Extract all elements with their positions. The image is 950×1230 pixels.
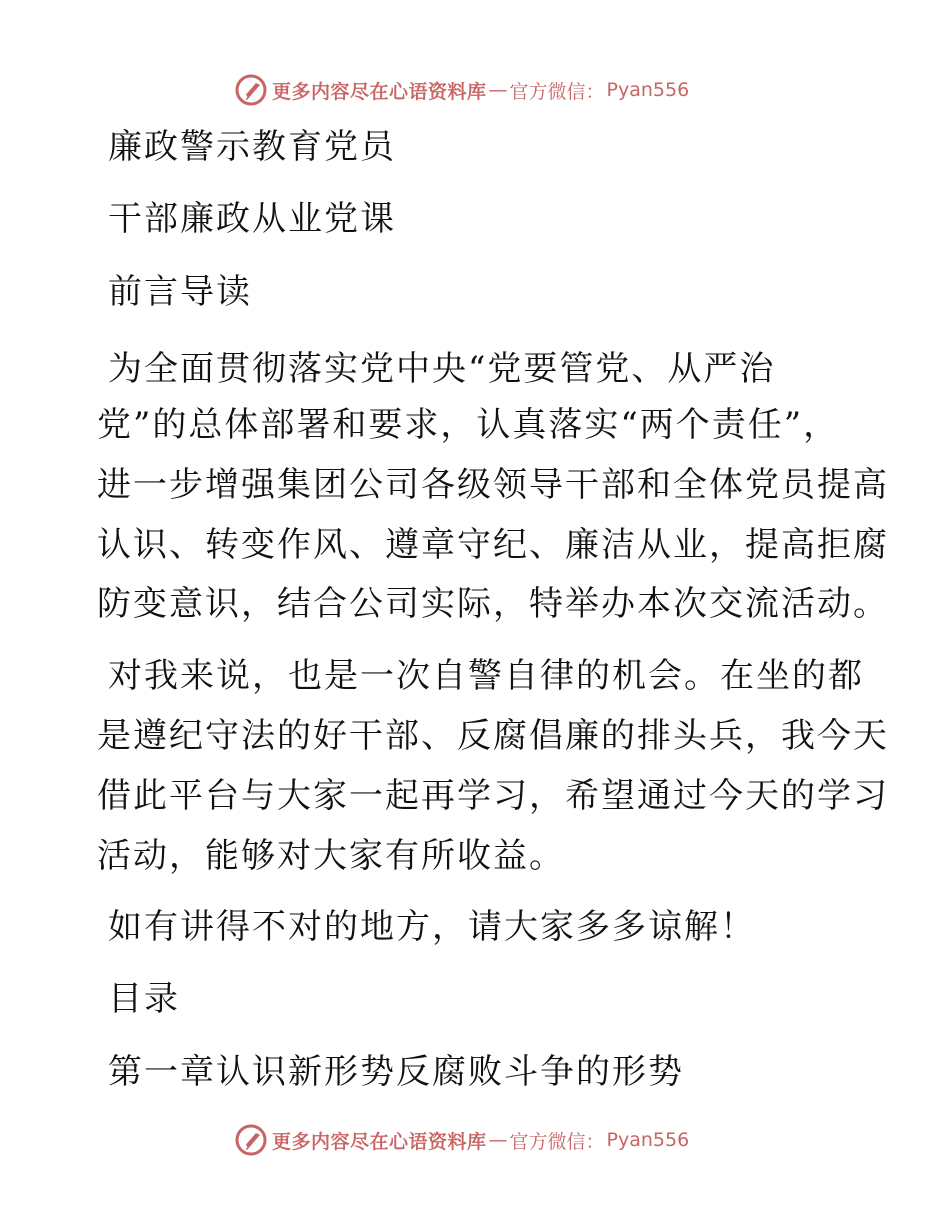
toc-heading: 目录 (108, 979, 180, 1019)
paragraph-line: 防变意识，结合公司实际，特举办本次交流活动。 (97, 584, 889, 624)
pen-logo-icon (234, 73, 268, 107)
watermark-wechat-id: Pyan556 (606, 1129, 690, 1151)
watermark-dash: — (488, 79, 508, 101)
watermark-banner-top (234, 72, 689, 108)
preface-heading: 前言导读 (108, 272, 252, 312)
pen-logo-icon (234, 1123, 268, 1157)
paragraph-line: 为全面贯彻落实党中央“党要管党、从严治 (108, 349, 776, 389)
document-title-line2: 干部廉政从业党课 (108, 199, 396, 239)
document-title-line1: 廉政警示教育党员 (108, 127, 396, 167)
paragraph-line: 对我来说，也是一次自警自律的机会。在坐的都 (108, 656, 864, 696)
paragraph-line: 是遵纪守法的好干部、反腐倡廉的排头兵，我今天 (97, 716, 889, 756)
watermark-wechat-label: 官方微信： (509, 1130, 605, 1153)
watermark-wechat-id: Pyan556 (606, 79, 690, 101)
watermark-dash: — (488, 1129, 508, 1151)
watermark-banner-bottom (234, 1122, 689, 1158)
paragraph-line: 进一步增强集团公司各级领导干部和全体党员提高 (97, 465, 889, 505)
paragraph-line: 认识、转变作风、遵章守纪、廉洁从业，提高拒腐 (97, 525, 889, 565)
apology-paragraph: 如有讲得不对的地方，请大家多多谅解！ (108, 907, 756, 947)
watermark-text: 更多内容尽在心语资料库 (272, 1130, 487, 1153)
paragraph-line: 活动，能够对大家有所收益。 (97, 836, 565, 876)
watermark-wechat-label: 官方微信： (509, 80, 605, 103)
paragraph-line: 党”的总体部署和要求，认真落实“两个责任”， (97, 405, 840, 445)
paragraph-line: 借此平台与大家一起再学习，希望通过今天的学习 (97, 776, 889, 816)
watermark-text: 更多内容尽在心语资料库 (272, 80, 487, 103)
toc-chapter-1: 第一章认识新形势反腐败斗争的形势 (108, 1052, 684, 1092)
